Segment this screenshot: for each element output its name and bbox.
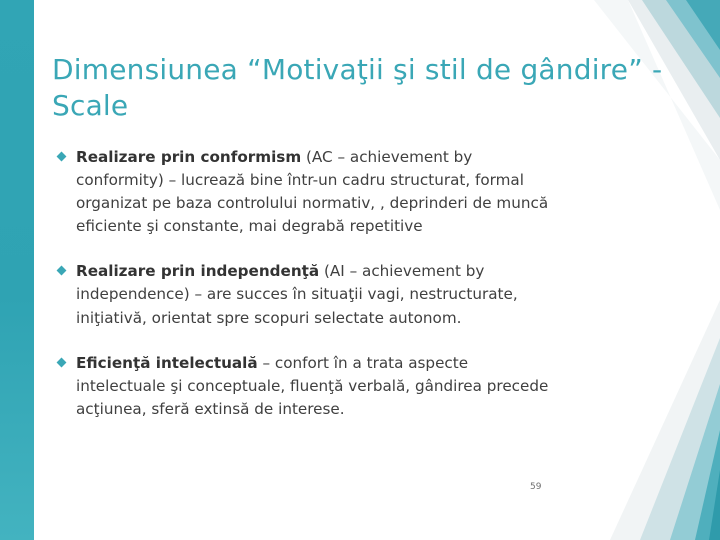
left-accent-bar-gradient (0, 0, 34, 540)
bullet-text (76, 260, 552, 329)
left-accent-bar-edge (34, 0, 43, 540)
bullet-lead: Eficienţă intelectuală (76, 353, 258, 372)
diamond-bullet-icon (52, 260, 76, 276)
list-item (52, 146, 552, 238)
bullet-rest: – confort în a trata aspecte intelectuale şi conceptuale, fluenţă verbală, gândirea precede acţiunea, sferă extinsă de interese. (76, 353, 549, 418)
diamond-bullet-icon (52, 352, 76, 368)
bullet-lead: Realizare prin conformism (76, 148, 302, 166)
bullet-lead: Realizare prin independenţă (76, 262, 320, 281)
list-item (52, 352, 552, 421)
bullet-text (76, 146, 552, 238)
page-number: 59 (530, 482, 542, 492)
bullet-list (52, 146, 552, 443)
bullet-rest: (AC – achievement by conformity) – lucrează bine într-un cadru structurat, formal organizat pe baza controlului normativ, , deprinderi de muncă eficiente şi constante, mai degrabă repetitive (76, 148, 549, 236)
page-title: Dimensiunea “Motivaţii şi stil de gândire” - Scale (52, 53, 663, 122)
bullet-rest: (AI – achievement by independence) – are succes în situaţii vagi, nestructurate, iniţiativă, orientat spre scopuri selectate autonom. (76, 262, 518, 327)
left-accent-bar (0, 0, 34, 540)
bullet-text (76, 352, 552, 421)
list-item (52, 260, 552, 329)
diamond-bullet-icon (52, 146, 76, 162)
